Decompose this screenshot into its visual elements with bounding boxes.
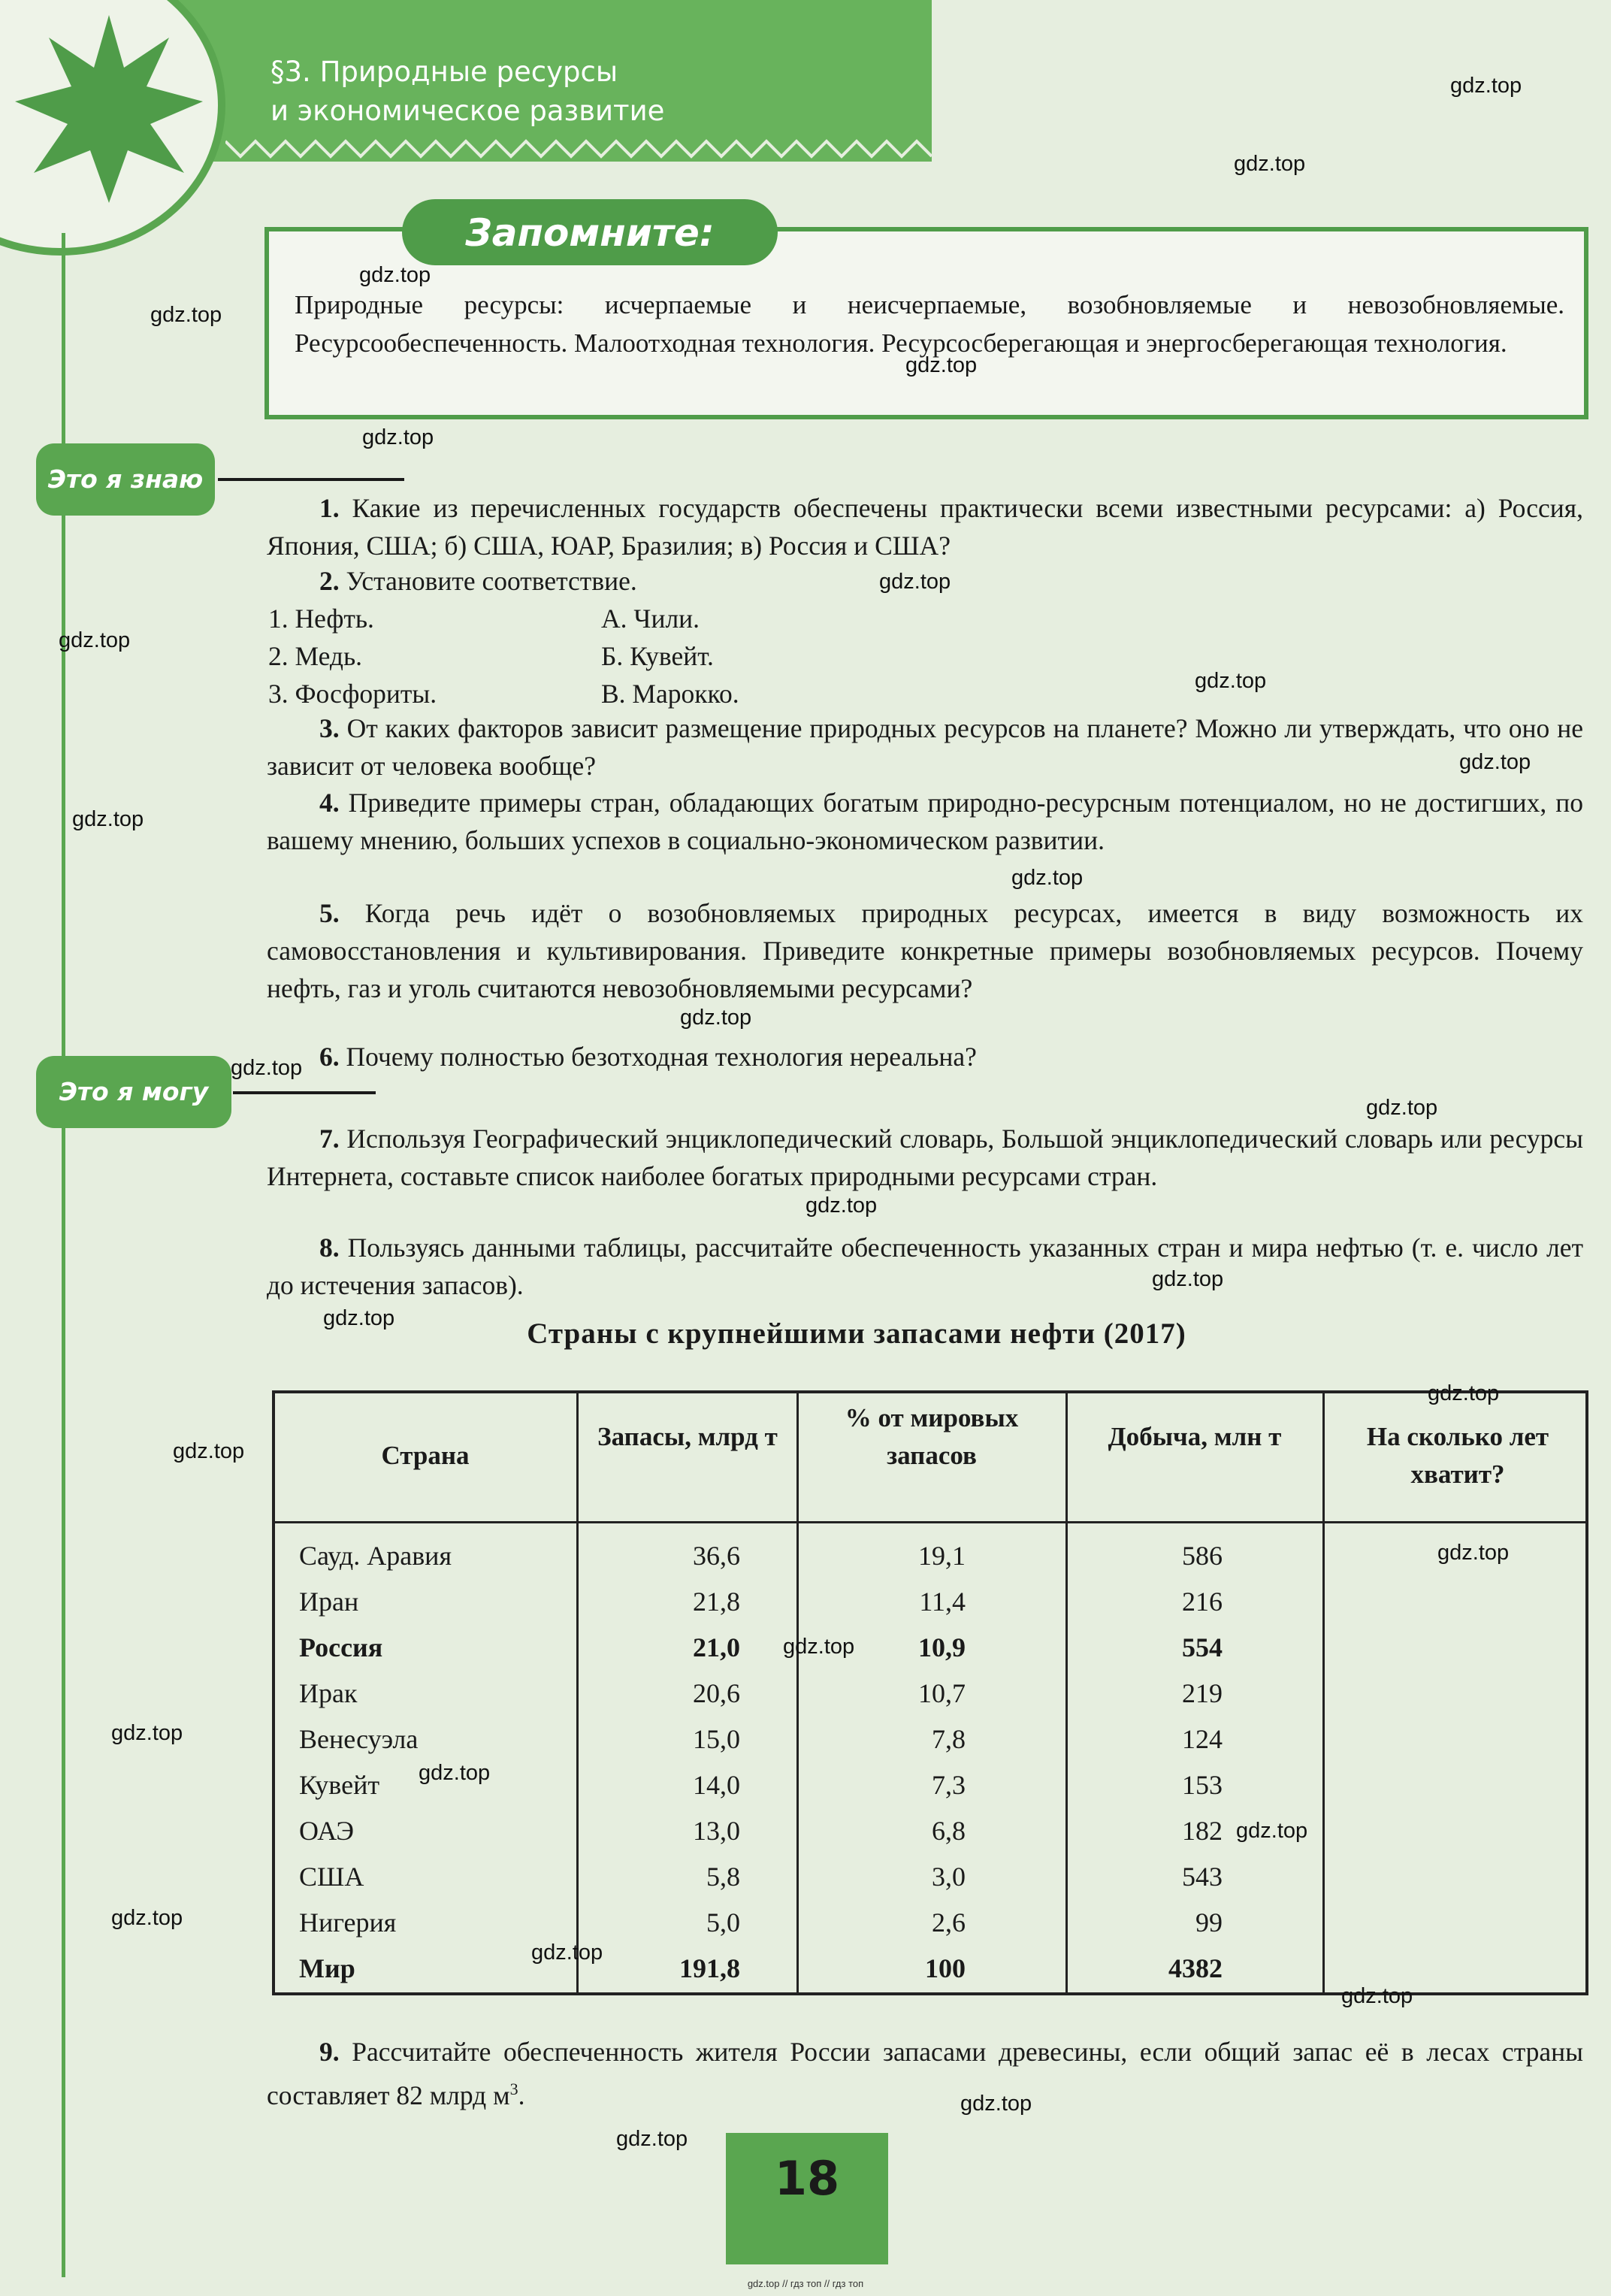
watermark: gdz.top	[359, 263, 431, 287]
table-column-divider	[1322, 1390, 1325, 1995]
table-cell-production: 586	[1182, 1541, 1223, 1571]
table-cell-production: 219	[1182, 1678, 1223, 1708]
match-right-1: А. Чили.	[601, 603, 700, 634]
watermark: gdz.top	[419, 1761, 491, 1785]
table-cell-country: Ирак	[299, 1678, 358, 1708]
question-1-number: 1.	[319, 493, 340, 523]
watermark: gdz.top	[1450, 74, 1522, 98]
table-cell-production: 124	[1182, 1724, 1223, 1754]
table-cell-percent: 100	[925, 1953, 966, 1983]
table-cell-production: 554	[1182, 1632, 1223, 1662]
table-cell-reserves: 36,6	[693, 1541, 740, 1571]
question-8-number: 8.	[319, 1233, 340, 1263]
watermark: gdz.top	[1236, 1819, 1308, 1843]
watermark: gdz.top	[1459, 750, 1531, 774]
question-1-text: Какие из перечисленных государств обеспечены практически всеми известными ресурсами: а) Россия, Япония, США; б) США, ЮАР, Бразилия; в) Россия и США?	[267, 493, 1583, 561]
table-title: Страны с крупнейшими запасами нефти (2017)	[527, 1317, 1186, 1350]
question-4	[267, 784, 1583, 859]
table-cell-production: 543	[1182, 1862, 1223, 1892]
table-cell-country: Иран	[299, 1587, 359, 1617]
question-7-number: 7.	[319, 1124, 340, 1154]
remember-text: Природные ресурсы: исчерпаемые и неисчерпаемые, возобновляемые и невозобновляемые. Ресурсообеспеченность. Малоотходная технология. Ресурсосберегающая и энергосберегающая технология.	[295, 290, 1564, 358]
question-9-number: 9.	[319, 2037, 340, 2067]
question-4-text: Приведите примеры стран, обладающих богатым природно-ресурсным потенциалом, но не достигших, по вашему мнению, больших успехов в социально-экономическом развитии.	[267, 788, 1583, 855]
tag-this-i-can: Это я могу	[36, 1056, 231, 1128]
watermark: gdz.top	[960, 2092, 1032, 2116]
header-zigzag-border	[225, 134, 932, 164]
table-cell-production: 4382	[1168, 1953, 1223, 1983]
table-cell-percent: 11,4	[919, 1587, 966, 1617]
table-cell-reserves: 5,0	[706, 1907, 740, 1938]
watermark: gdz.top	[323, 1306, 395, 1330]
question-9-text: Рассчитайте обеспеченность жителя России запасами древесины, если общий запас её в лесах страны составляет 82 млрд м	[267, 2037, 1583, 2110]
table-cell-production: 182	[1182, 1816, 1223, 1846]
watermark: gdz.top	[1195, 669, 1267, 693]
question-9-superscript: 3	[509, 2080, 518, 2098]
question-6-number: 6.	[319, 1042, 340, 1072]
table-column-divider	[576, 1390, 579, 1995]
header-reserves: Запасы, млрд т	[597, 1422, 778, 1451]
table-cell-percent: 10,7	[918, 1678, 966, 1708]
table-cell-country: Нигерия	[299, 1907, 397, 1938]
question-6	[319, 1038, 977, 1075]
table-cell-percent: 6,8	[932, 1816, 966, 1846]
question-3-number: 3.	[319, 713, 340, 743]
table-cell-percent: 3,0	[932, 1862, 966, 1892]
watermark: gdz.top	[806, 1193, 878, 1218]
table-cell-production: 153	[1182, 1770, 1223, 1800]
header-years: На сколько лет хватит?	[1366, 1422, 1549, 1489]
table-cell-reserves: 21,8	[693, 1587, 740, 1617]
question-2-text: Установите соответствие.	[339, 566, 637, 596]
watermark: gdz.top	[362, 425, 434, 449]
watermark: gdz.top	[1437, 1541, 1510, 1565]
watermark: gdz.top	[59, 628, 131, 652]
table-cell-country: Кувейт	[299, 1770, 380, 1800]
watermark: gdz.top	[1366, 1096, 1438, 1120]
question-7-text: Используя Географический энциклопедический словарь, Большой энциклопедический словарь или ресурсы Интернета, составьте список наиболее богатых природными ресурсами стран.	[267, 1124, 1583, 1191]
watermark: gdz.top	[680, 1006, 752, 1030]
header-country: Страна	[381, 1441, 470, 1470]
table-cell-country: Венесуэла	[299, 1724, 419, 1754]
star-emblem-icon	[15, 15, 203, 203]
question-4-number: 4.	[319, 788, 340, 818]
question-8-text: Пользуясь данными таблицы, рассчитайте обеспеченность указанных стран и мира нефтью (т. е. число лет до истечения запасов).	[267, 1233, 1583, 1300]
match-right-3: В. Марокко.	[601, 679, 739, 709]
watermark: gdz.top	[879, 570, 951, 594]
question-7	[267, 1120, 1583, 1195]
question-6-text: Почему полностью безотходная технология нереальна?	[339, 1042, 977, 1072]
watermark: gdz.top	[72, 807, 144, 831]
match-left-2: 2. Медь.	[268, 641, 363, 671]
table-cell-reserves: 5,8	[706, 1862, 740, 1892]
bottom-caption: gdz.top // гдз топ // гдз топ	[747, 2278, 864, 2289]
question-5-text: Когда речь идёт о возобновляемых природных ресурсах, имеется в виду возможность их самовосстановления и культивирования. Приведите конкретные примеры возобновляемых ресурсов. Почему нефть, газ и уголь считаются невозобновляемыми ресурсами?	[267, 898, 1583, 1003]
watermark: gdz.top	[1234, 152, 1306, 176]
question-3	[267, 709, 1583, 785]
question-2	[319, 562, 637, 600]
question-2-number: 2.	[319, 566, 340, 596]
table-cell-country: США	[299, 1862, 364, 1892]
table-cell-reserves: 20,6	[693, 1678, 740, 1708]
question-3-text: От каких факторов зависит размещение природных ресурсов на планете? Можно ли утверждать, что оно не зависит от человека вообще?	[267, 713, 1583, 781]
table-cell-reserves: 21,0	[693, 1632, 740, 1662]
watermark: gdz.top	[531, 1941, 603, 1965]
table-cell-reserves: 191,8	[679, 1953, 740, 1983]
watermark: gdz.top	[1152, 1267, 1224, 1291]
match-left-3: 3. Фосфориты.	[268, 679, 437, 709]
tag-this-i-know: Это я знаю	[36, 443, 215, 516]
watermark: gdz.top	[1341, 1984, 1413, 2008]
watermark: gdz.top	[1011, 866, 1084, 890]
question-5	[267, 894, 1583, 1007]
table-cell-country: Сауд. Аравия	[299, 1541, 452, 1571]
table-column-divider	[796, 1390, 799, 1995]
section-title-line2: и экономическое развитие	[271, 95, 665, 127]
watermark: gdz.top	[1428, 1381, 1500, 1405]
watermark: gdz.top	[150, 303, 222, 327]
header-production: Добыча, млн т	[1108, 1422, 1282, 1451]
watermark: gdz.top	[111, 1721, 183, 1745]
question-1	[267, 489, 1583, 564]
header-percent: % от мировых запасов	[845, 1403, 1019, 1470]
watermark: gdz.top	[616, 2127, 688, 2151]
table-column-divider	[1065, 1390, 1068, 1995]
table-cell-country: ОАЭ	[299, 1816, 355, 1846]
section-title-line1: §3. Природные ресурсы	[271, 56, 618, 88]
table-cell-percent: 7,3	[932, 1770, 966, 1800]
table-cell-country: Мир	[299, 1953, 355, 1983]
question-9	[267, 2033, 1583, 2114]
tag-know-line	[218, 478, 404, 481]
watermark: gdz.top	[231, 1056, 303, 1080]
watermark: gdz.top	[783, 1635, 855, 1659]
table-cell-reserves: 14,0	[693, 1770, 740, 1800]
margin-vertical-line	[62, 233, 65, 2277]
question-9-end: .	[518, 2080, 525, 2110]
page-number: 18	[774, 2151, 840, 2206]
table-cell-reserves: 13,0	[693, 1816, 740, 1846]
question-5-number: 5.	[319, 898, 340, 928]
question-8	[267, 1229, 1583, 1304]
table-cell-country: Россия	[299, 1632, 383, 1662]
remember-title: Запомните:	[465, 211, 715, 255]
watermark: gdz.top	[173, 1439, 245, 1463]
watermark: gdz.top	[111, 1906, 183, 1930]
table-cell-percent: 2,6	[932, 1907, 966, 1938]
table-cell-reserves: 15,0	[693, 1724, 740, 1754]
table-cell-percent: 7,8	[932, 1724, 966, 1754]
table-cell-percent: 19,1	[918, 1541, 966, 1571]
match-right-2: Б. Кувейт.	[601, 641, 714, 671]
table-cell-percent: 10,9	[918, 1632, 966, 1662]
tag-can-line	[233, 1091, 376, 1094]
watermark: gdz.top	[905, 353, 978, 377]
table-header-divider	[272, 1521, 1588, 1523]
table-cell-production: 216	[1182, 1587, 1223, 1617]
table-cell-production: 99	[1195, 1907, 1223, 1938]
section-title	[271, 53, 664, 131]
match-left-1: 1. Нефть.	[268, 603, 374, 634]
